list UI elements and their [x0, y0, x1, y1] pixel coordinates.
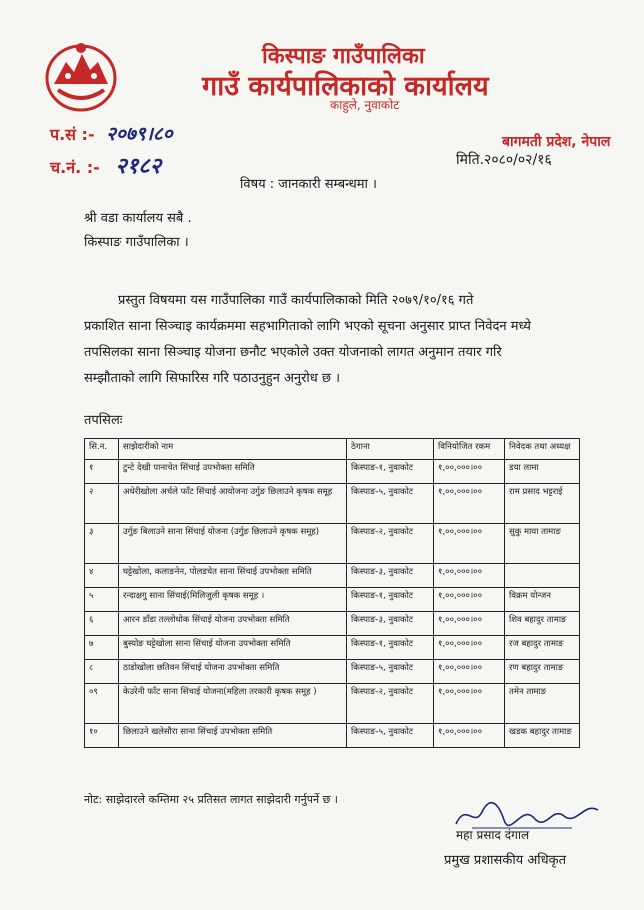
province-line: बागमती प्रदेश, नेपाल: [502, 134, 611, 150]
cell-applicant: तमेन तामाङ: [505, 684, 580, 724]
cell-applicant: रण बहादुर तामाङ: [505, 660, 580, 684]
cell-applicant: डया लामा: [505, 460, 580, 484]
col-amount: विनियोजित रकम: [434, 439, 505, 460]
subject-line: विषय : जानकारी सम्बन्धमा ।: [240, 177, 377, 192]
cell-amount: १,००,०००।००: [434, 484, 505, 524]
ps-ref: [50, 120, 173, 146]
col-applicant: निवेदक तथा अध्यक्ष: [505, 439, 580, 460]
cell-name: ठाडोखोला छतिवन सिंचाई योजना उपभोक्ता समिति: [119, 660, 347, 684]
col-name: साझेदारीको नाम: [119, 439, 347, 460]
office-address: काहुले, नुवाकोट: [330, 98, 400, 112]
cn-label: च.नं. :-: [50, 158, 100, 177]
col-sn: सि.न.: [85, 439, 119, 460]
cell-applicant: राम प्रसाद भट्टराई: [505, 484, 580, 524]
recipient-line-2: किस्पाङ गाउँपालिका ।: [84, 235, 189, 250]
table-row: [85, 636, 580, 660]
cell-name: छिलाउने खलेसौरा साना सिंचाई उपभोक्ता समिति: [119, 724, 347, 748]
col-address: ठेगाना: [347, 439, 434, 460]
ps-value: २०७९।८०: [106, 123, 173, 145]
note: नोट: साझेदारले कम्तिमा २५ प्रतिसत लागत साझेदारी गर्नुपर्ने छ ।: [84, 793, 338, 806]
cell-applicant: खडक बहादुर तामाङ: [505, 724, 580, 748]
cell-sn: ४: [85, 564, 119, 588]
cell-sn: १०: [85, 724, 119, 748]
cell-address: किस्पाङ-३, नुवाकोट: [347, 564, 434, 588]
recipient-line-1: श्री वडा कार्यालय सबै .: [84, 211, 192, 226]
table-row: [85, 660, 580, 684]
cell-sn: ६: [85, 612, 119, 636]
cell-address: किस्पाङ-१, नुवाकोट: [347, 636, 434, 660]
body-line-2: प्रकाशित साना सिञ्चाइ कार्यक्रममा सहभागिताको लागि भएको सूचना अनुसार प्राप्त निवेदन मध्ये: [84, 319, 531, 334]
date: मिति.२०८०/०२/१६: [456, 152, 552, 168]
table-row: [85, 564, 580, 588]
body-line-3: तपसिलका साना सिञ्चाइ योजना छनौट भएकोले उक्त योजनाको लागत अनुमान तयार गरि: [84, 345, 502, 360]
table-row: [85, 524, 580, 564]
cell-sn: ८: [85, 660, 119, 684]
cell-amount: १,००,०००।००: [434, 588, 505, 612]
cell-name: घट्टेखोला, कलाङनेन, पोलडचेत साना सिंचाई उपभोक्ता समिति: [119, 564, 347, 588]
cell-amount: १,००,०००।००: [434, 636, 505, 660]
cell-applicant: रज बहादुर तामाङ: [505, 636, 580, 660]
cell-amount: १,००,०००।००: [434, 564, 505, 588]
cell-sn: ०९: [85, 684, 119, 724]
table-row: [85, 724, 580, 748]
cell-amount: १,००,०००।००: [434, 524, 505, 564]
cell-address: किस्पाङ-१, नुवाकोट: [347, 460, 434, 484]
cell-sn: ७: [85, 636, 119, 660]
cell-name: बुस्योङ घट्टेखोला साना सिंचाई योजना उपभोक्ता समिति: [119, 636, 347, 660]
cell-amount: १,००,०००।००: [434, 660, 505, 684]
cell-applicant: शिव बहादुर तामाङ: [505, 612, 580, 636]
cell-amount: १,००,०००।००: [434, 612, 505, 636]
table-row: [85, 460, 580, 484]
body-line-1: प्रस्तुत विषयमा यस गाउँपालिका गाउँ कार्यपालिकाको मिति २०७९/१०/१६ गते: [118, 293, 474, 308]
table-header-row: [85, 439, 580, 460]
cell-address: किस्पाङ-१, नुवाकोट: [347, 588, 434, 612]
table-row: [85, 484, 580, 524]
cell-sn: ५: [85, 588, 119, 612]
cell-applicant: [505, 564, 580, 588]
cell-name: केउरेनी फाँट साना सिंचाई योजना(महिला तरकारी कृषक समूह ): [119, 684, 347, 724]
cell-name: टुन्टे देखी पानाचेत सिंचाई उपभोक्ता समिति: [119, 460, 347, 484]
schemes-table: [84, 438, 580, 748]
cell-address: किस्पाङ-५, नुवाकोट: [347, 660, 434, 684]
table-row: [85, 612, 580, 636]
cell-address: किस्पाङ-५, नुवाकोट: [347, 724, 434, 748]
cell-applicant: सुकु माया तामाङ: [505, 524, 580, 564]
cn-value: २१८२: [115, 153, 162, 179]
cell-sn: २: [85, 484, 119, 524]
cell-amount: १,००,०००।००: [434, 684, 505, 724]
tapasil-label: तपसिलः: [84, 413, 123, 428]
cell-address: किस्पाङ-२, नुवाकोट: [347, 524, 434, 564]
table-row: [85, 588, 580, 612]
cell-name: अधेरीखोला अर्चले फाँट सिंचाई आयोजना उर्गुङ छिलाउने कृषक समूह: [119, 484, 347, 524]
cell-address: किस्पाङ-३, नुवाकोट: [347, 612, 434, 636]
cell-sn: १: [85, 460, 119, 484]
cell-applicant: विक्रम योन्जन: [505, 588, 580, 612]
cell-amount: १,००,०००।००: [434, 460, 505, 484]
cell-name: आरन डाँडा तल्लोधोक सिंचाई योजना उपभोक्ता समिति: [119, 612, 347, 636]
body-line-4: सम्झौताको लागि सिफारिस गरि पठाउनुहुन अनुरोध छ ।: [84, 371, 341, 386]
table-row: [85, 684, 580, 724]
ps-label: प.सं :-: [50, 125, 95, 144]
cn-ref: [50, 150, 161, 180]
office-name: गाउँ कार्यपालिकाको कार्यालय: [202, 71, 489, 102]
nepal-emblem-icon: [44, 40, 118, 112]
municipality-name: किस्पाङ गाउँपालिका: [262, 44, 425, 69]
cell-name: उर्गुङ बिलाउने साना सिंचाई योजना (उर्गुङ छिलाउने कृषक समूह): [119, 524, 347, 564]
cell-name: रन्दाक्षगु साना सिंचाई(मिलिजुली कृषक समूह ।: [119, 588, 347, 612]
cell-amount: १,००,०००।००: [434, 724, 505, 748]
cell-address: किस्पाङ-२, नुवाकोट: [347, 684, 434, 724]
signatory-designation: प्रमुख प्रशासकीय अधिकृत: [444, 853, 567, 868]
cell-sn: ३: [85, 524, 119, 564]
signatory-name: महा प्रसाद दंगाल: [456, 828, 530, 842]
cell-address: किस्पाङ-५, नुवाकोट: [347, 484, 434, 524]
